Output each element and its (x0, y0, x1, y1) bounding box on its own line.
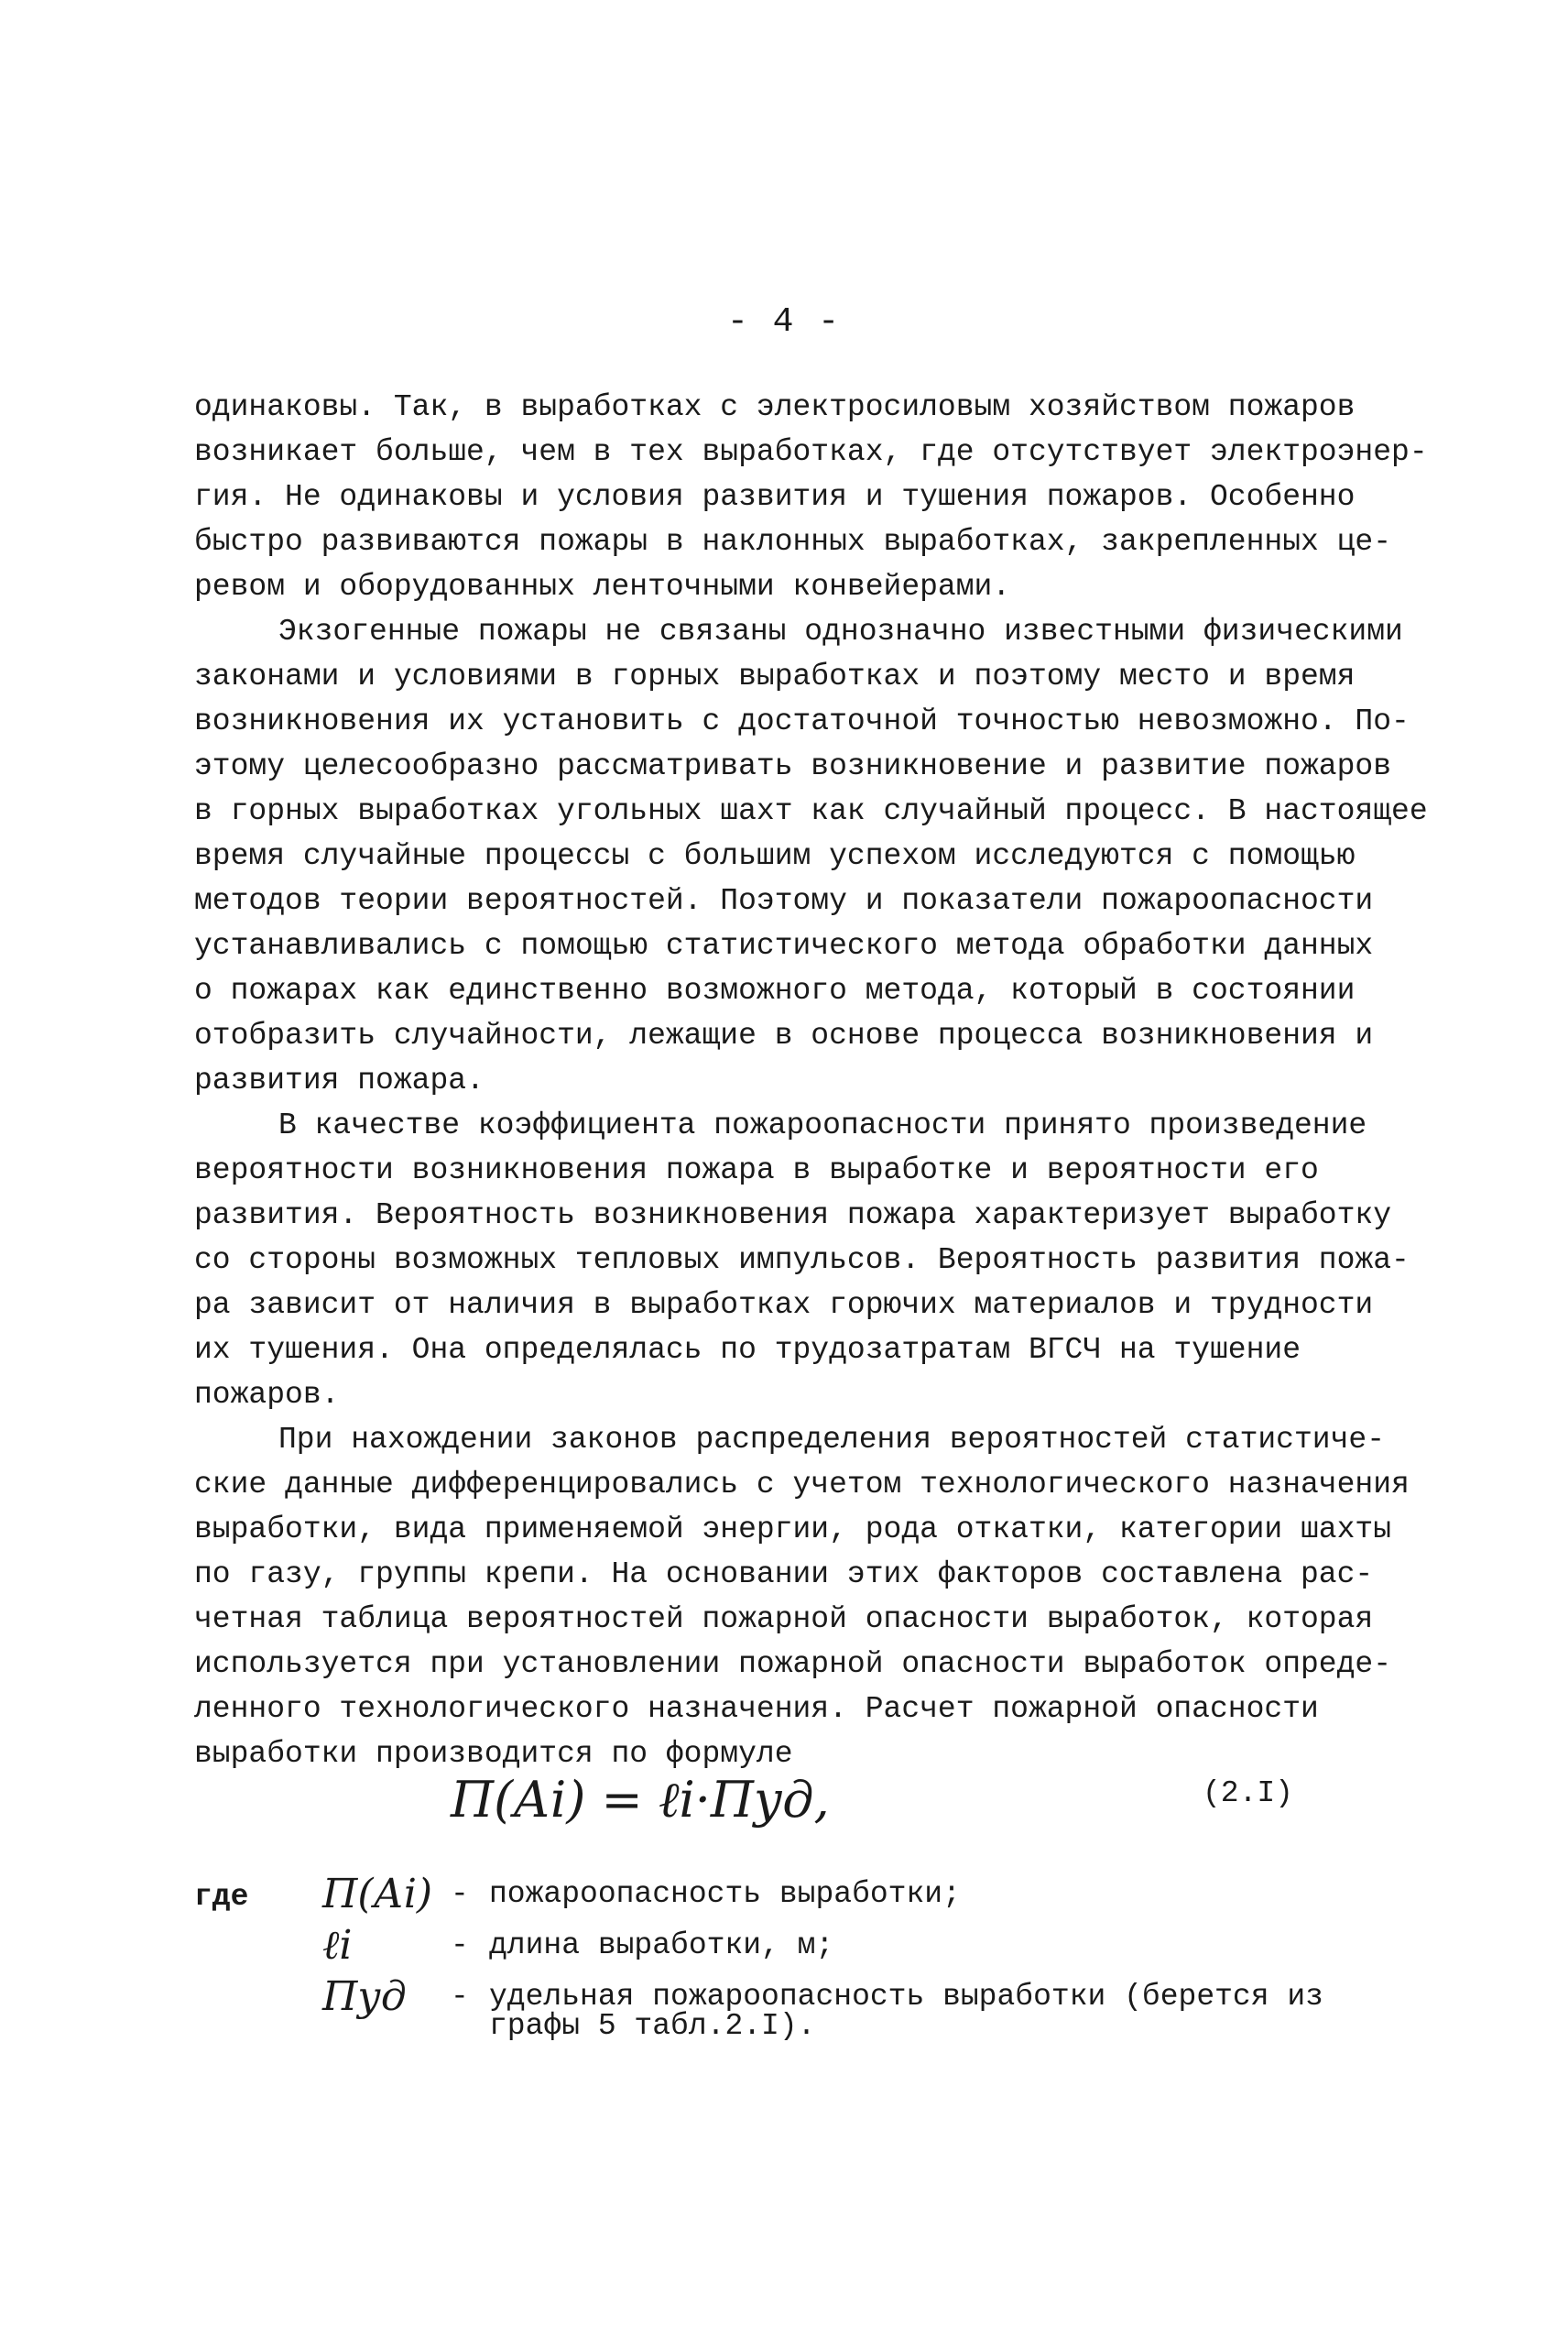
paragraph-2-line: устанавливались с помощью статистического метода обработки данных (194, 929, 1374, 963)
paragraph-1-line: гия. Не одинаковы и условия развития и тушения пожаров. Особенно (194, 480, 1356, 514)
definition-text: длина выработки, м; (489, 1928, 834, 1962)
where-label: где (194, 1880, 249, 1914)
paragraph-4-line: используется при установлении пожарной опасности выработок опреде- (194, 1647, 1392, 1681)
paragraph-4-line: ленного технологического назначения. Расчет пожарной опасности (194, 1692, 1319, 1726)
definition-symbol: Пуд (322, 1973, 407, 2020)
paragraph-2-line: развития пожара. (194, 1064, 485, 1097)
formula-row (194, 1764, 1293, 1846)
paragraph-2-line: возникновения их установить с достаточной точностью невозможно. По- (194, 704, 1410, 738)
paragraph-2-line: методов теории вероятностей. Поэтому и показатели пожароопасности (194, 884, 1374, 918)
paragraph-3-line: В качестве коэффициента пожароопасности принято произведение (278, 1108, 1367, 1142)
paragraph-1-line: возникает больше, чем в тех выработках, где отсутствует электроэнер- (194, 435, 1428, 469)
page-number: - 4 - (726, 302, 842, 342)
paragraph-4-line: выработки, вида применяемой энергии, рода откатки, категории шахты (194, 1512, 1392, 1546)
definition-dash: - (451, 1928, 469, 1962)
paragraph-4-line: выработки производится по формуле (194, 1737, 793, 1771)
paragraph-4-line: четная таблица вероятностей пожарной опасности выработок, которая (194, 1602, 1374, 1636)
paragraph-4-line: по газу, группы крепи. На основании этих факторов составлена рас- (194, 1557, 1374, 1591)
paragraph-2-line: этому целесообразно рассматривать возникновение и развитие пожаров (194, 749, 1392, 783)
paragraph-3-line: со стороны возможных тепловых импульсов. Вероятность развития пожа- (194, 1243, 1410, 1277)
paragraph-3-line: пожаров. (194, 1378, 340, 1412)
paragraph-3-line: их тушения. Она определялась по трудозатратам ВГСЧ на тушение (194, 1333, 1301, 1367)
paragraph-1-line: быстро развиваются пожары в наклонных выработках, закрепленных це- (194, 525, 1392, 559)
definition-dash: - (451, 1877, 469, 1911)
definition-dash: - (451, 1980, 469, 2014)
paragraph-2-line: в горных выработках угольных шахт как случайный процесс. В настоящее (194, 794, 1428, 828)
formula-expression: П(Аi) = ℓi·Пуд, (451, 1771, 830, 1829)
definition-text: пожароопасность выработки; (489, 1877, 961, 1911)
paragraph-2-line: законами и условиями в горных выработках и поэтому место и время (194, 660, 1356, 693)
paragraph-2-line: о пожарах как единственно возможного метода, который в состоянии (194, 974, 1356, 1008)
paragraph-1-line: одинаковы. Так, в выработках с электросиловым хозяйством пожаров (194, 390, 1356, 424)
paragraph-4-line: ские данные дифференцировались с учетом технологического назначения (194, 1468, 1410, 1502)
paragraph-3-line: вероятности возникновения пожара в выработке и вероятности его (194, 1153, 1319, 1187)
body-text (194, 385, 1428, 1776)
paragraph-1-line: ревом и оборудованных ленточными конвейерами. (194, 570, 1011, 604)
paragraph-4-line: При нахождении законов распределения вероятностей статистиче- (278, 1423, 1385, 1457)
paragraph-3-line: развития. Вероятность возникновения пожара характеризует выработку (194, 1198, 1392, 1232)
paragraph-2-line: время случайные процессы с большим успехом исследуются с помощью (194, 839, 1356, 873)
definition-text: удельная пожароопасность выработки (берется из графы 5 табл.2.I). (489, 1980, 1323, 2043)
definition-symbol: П(Аi) (322, 1871, 433, 1917)
paragraph-2-line: отобразить случайности, лежащие в основе процесса возникновения и (194, 1019, 1374, 1053)
paragraph-3-line: ра зависит от наличия в выработках горючих материалов и трудности (194, 1288, 1374, 1322)
formula-number: (2.I) (1202, 1776, 1293, 1810)
definition-symbol: ℓi (322, 1922, 353, 1969)
paragraph-2-line: Экзогенные пожары не связаны однозначно известными физическими (278, 615, 1403, 649)
